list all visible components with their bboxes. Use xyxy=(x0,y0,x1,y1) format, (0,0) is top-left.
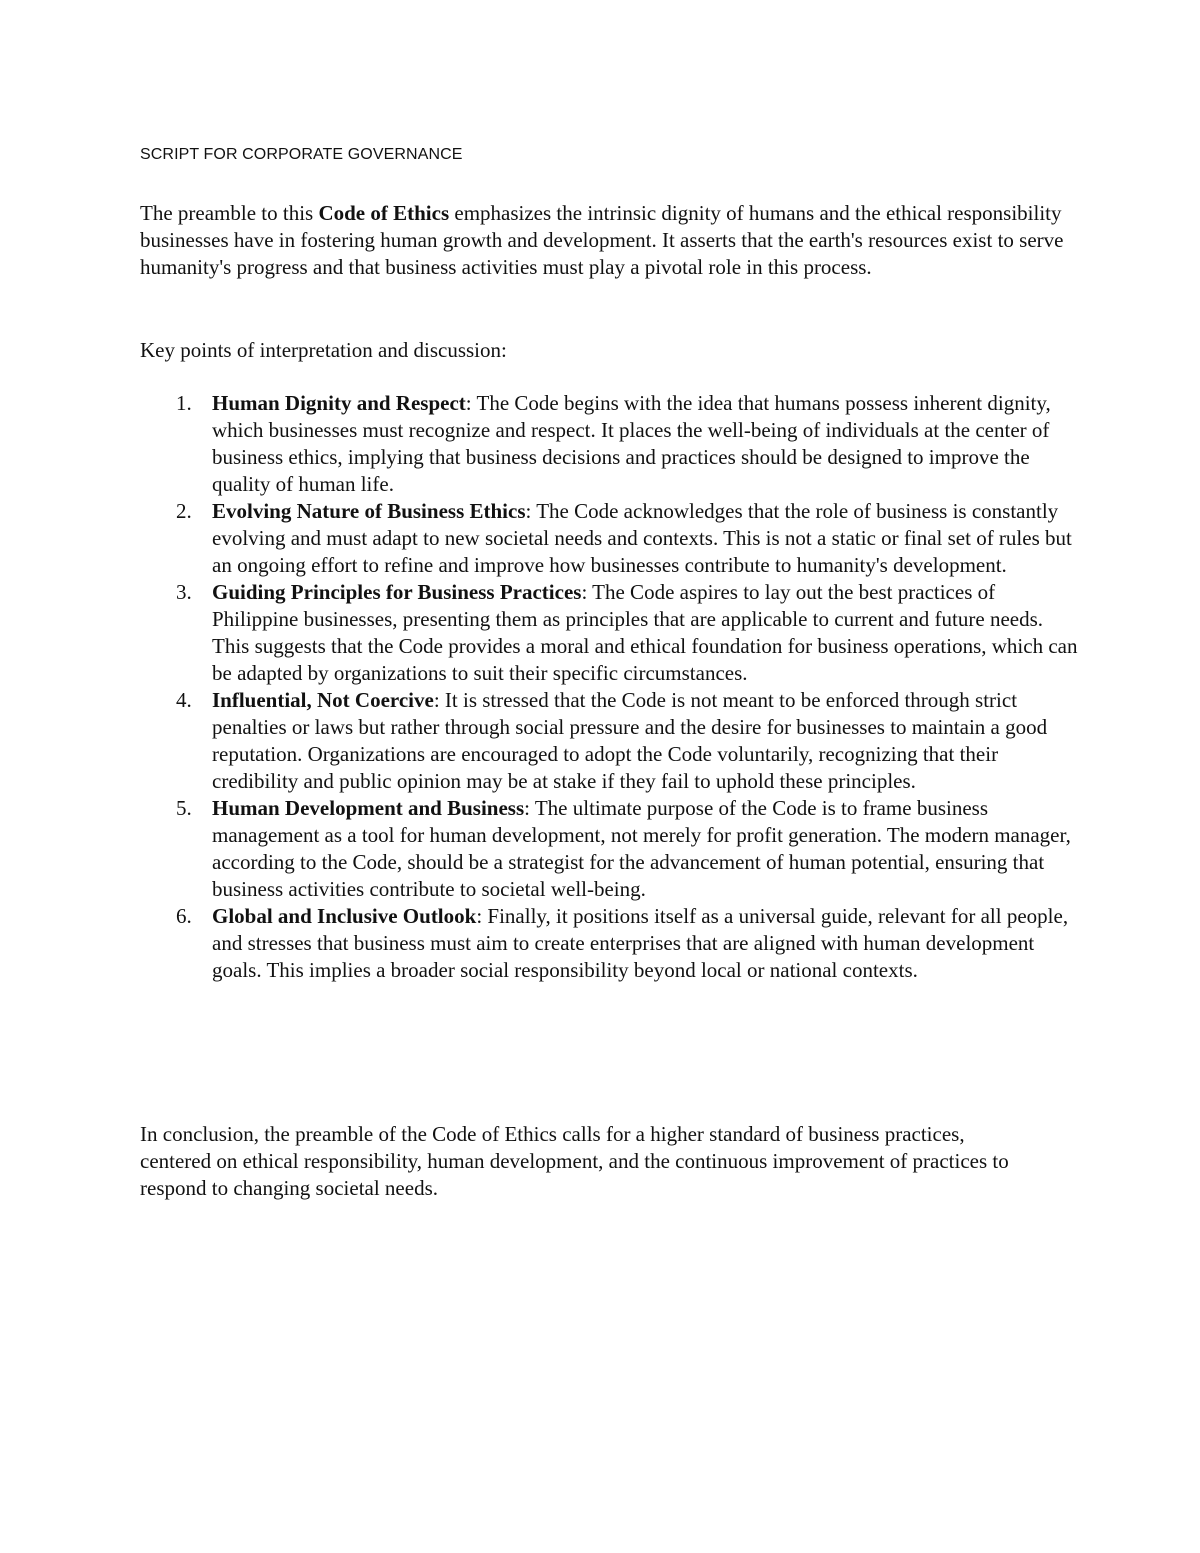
list-item xyxy=(140,903,1080,984)
list-item-number: 5. xyxy=(176,796,192,820)
list-item-heading: Guiding Principles for Business Practices xyxy=(212,580,582,604)
list-item-heading: Global and Inclusive Outlook xyxy=(212,904,477,928)
list-item-number: 3. xyxy=(176,580,192,604)
list-item-text: : The Code acknowledges that the role of business is constantly evolving and must adapt to new societal needs and contexts. This is not a static or final set of rules but an ongoing effort to refine and improve how businesses contribute to humanity's development. xyxy=(212,499,1072,577)
list-item-number: 4. xyxy=(176,688,192,712)
list-item-text: : Finally, it positions itself as a universal guide, relevant for all people, and stresses that business must aim to create enterprises that are aligned with human development goals. This implies a broader social responsibility beyond local or national contexts. xyxy=(212,904,1069,982)
document-title: SCRIPT FOR CORPORATE GOVERNANCE xyxy=(140,146,463,163)
list-item-number: 2. xyxy=(176,499,192,523)
list-item-text: : The ultimate purpose of the Code is to frame business management as a tool for human development, not merely for profit generation. The modern manager, according to the Code, should be a strategist for the advancement of human potential, ensuring that business activities contribute to societal well-being. xyxy=(212,796,1071,901)
conclusion-paragraph: In conclusion, the preamble of the Code of Ethics calls for a higher standard of business practices, centered on ethical responsibility, human development, and the continuous improvement of practices to respond to changing societal needs. xyxy=(140,1122,1009,1200)
list-item-heading: Human Development and Business xyxy=(212,796,525,820)
intro-text-after: emphasizes the intrinsic dignity of humans and the ethical responsibility businesses have in fostering human growth and development. It asserts that the earth's resources exist to serve humanity's progress and that business activities must play a pivotal role in this process. xyxy=(140,201,1064,279)
list-item-number: 6. xyxy=(176,904,192,928)
list-item xyxy=(140,498,1080,579)
list-item-heading: Human Dignity and Respect xyxy=(212,391,466,415)
list-item-heading: Evolving Nature of Business Ethics xyxy=(212,499,526,523)
list-item-text: : The Code aspires to lay out the best practices of Philippine businesses, presenting them as principles that are applicable to current and future needs. This suggests that the Code provides a moral and ethical foundation for business operations, which can be adapted by organizations to suit their specific circumstances. xyxy=(212,580,1078,685)
list-item xyxy=(140,390,1080,498)
intro-paragraph xyxy=(140,200,1070,281)
list-item xyxy=(140,795,1080,903)
list-item-text: : The Code begins with the idea that humans possess inherent dignity, which businesses must recognize and respect. It places the well-being of individuals at the center of business ethics, implying that business decisions and practices should be designed to improve the quality of human life. xyxy=(212,391,1051,496)
intro-bold-term: Code of Ethics xyxy=(318,201,450,225)
list-item xyxy=(140,579,1080,687)
intro-text-before: The preamble to this xyxy=(140,201,319,225)
list-item-heading: Influential, Not Coercive xyxy=(212,688,434,712)
key-points-heading: Key points of interpretation and discussion: xyxy=(140,338,507,362)
list-item-text: : It is stressed that the Code is not meant to be enforced through strict penalties or laws but rather through social pressure and the desire for businesses to maintain a good reputation. Organizations are encouraged to adopt the Code voluntarily, recognizing that their credibility and public opinion may be at stake if they fail to uphold these principles. xyxy=(212,688,1048,793)
list-item-number: 1. xyxy=(176,391,192,415)
list-item xyxy=(140,687,1080,795)
key-points-list xyxy=(140,390,1080,984)
